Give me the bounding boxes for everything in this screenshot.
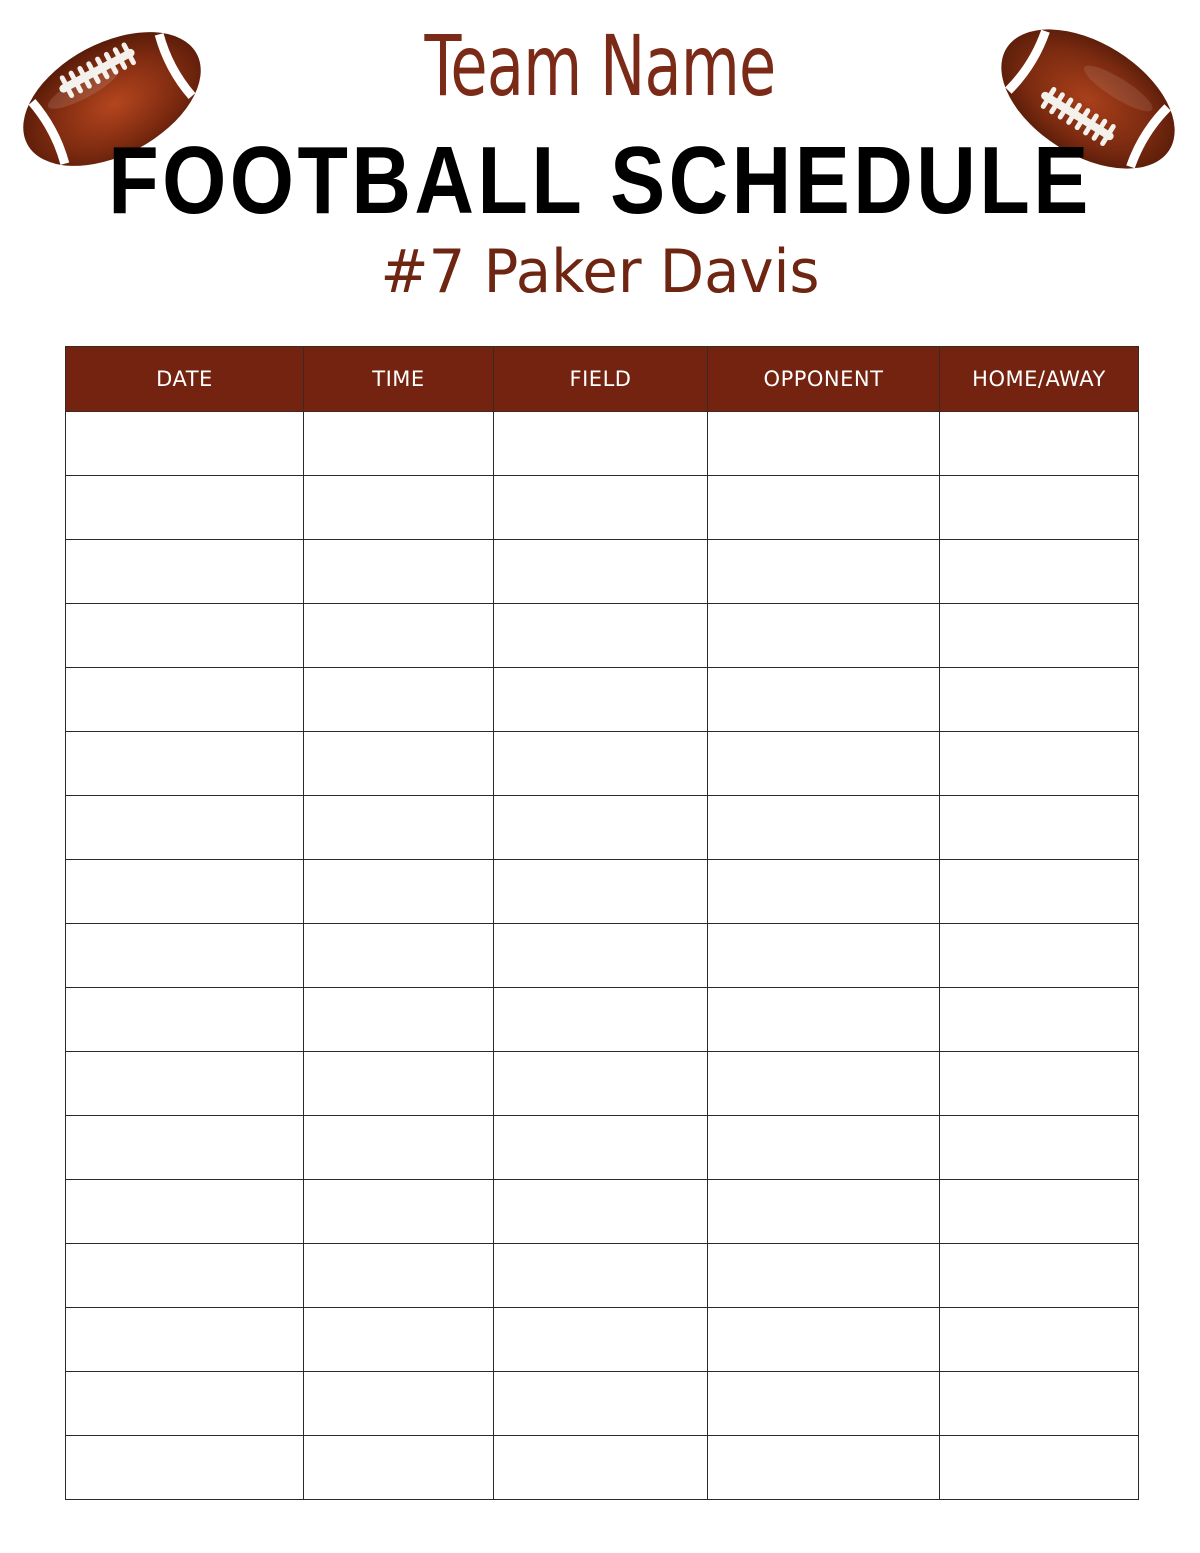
player-name: #7 Paker Davis [380, 237, 820, 307]
cell-time[interactable] [304, 1180, 494, 1244]
table-row [66, 1436, 1139, 1500]
cell-date[interactable] [66, 476, 304, 540]
table-row [66, 860, 1139, 924]
cell-date[interactable] [66, 988, 304, 1052]
cell-time[interactable] [304, 860, 494, 924]
cell-opponent[interactable] [708, 1052, 940, 1116]
cell-date[interactable] [66, 1116, 304, 1180]
table-row [66, 924, 1139, 988]
cell-home-away[interactable] [940, 476, 1139, 540]
cell-home-away[interactable] [940, 988, 1139, 1052]
cell-date[interactable] [66, 540, 304, 604]
cell-home-away[interactable] [940, 1244, 1139, 1308]
cell-date[interactable] [66, 732, 304, 796]
table-row [66, 604, 1139, 668]
cell-opponent[interactable] [708, 732, 940, 796]
cell-time[interactable] [304, 1116, 494, 1180]
cell-opponent[interactable] [708, 796, 940, 860]
cell-date[interactable] [66, 1436, 304, 1500]
cell-home-away[interactable] [940, 1052, 1139, 1116]
table-row [66, 1244, 1139, 1308]
cell-field[interactable] [494, 1180, 708, 1244]
column-header-time: TIME [304, 347, 494, 412]
cell-home-away[interactable] [940, 796, 1139, 860]
column-header-opponent: OPPONENT [708, 347, 940, 412]
cell-date[interactable] [66, 604, 304, 668]
schedule-rows [66, 412, 1139, 1500]
cell-field[interactable] [494, 1116, 708, 1180]
cell-date[interactable] [66, 1308, 304, 1372]
cell-time[interactable] [304, 540, 494, 604]
table-row [66, 732, 1139, 796]
column-header-date: DATE [66, 347, 304, 412]
cell-opponent[interactable] [708, 1436, 940, 1500]
cell-time[interactable] [304, 988, 494, 1052]
cell-field[interactable] [494, 476, 708, 540]
cell-home-away[interactable] [940, 540, 1139, 604]
cell-field[interactable] [494, 668, 708, 732]
table-row [66, 476, 1139, 540]
cell-home-away[interactable] [940, 1372, 1139, 1436]
cell-field[interactable] [494, 1372, 708, 1436]
column-header-field: FIELD [494, 347, 708, 412]
table-row [66, 1180, 1139, 1244]
cell-field[interactable] [494, 924, 708, 988]
cell-opponent[interactable] [708, 1372, 940, 1436]
cell-opponent[interactable] [708, 412, 940, 476]
cell-home-away[interactable] [940, 412, 1139, 476]
cell-field[interactable] [494, 988, 708, 1052]
cell-opponent[interactable] [708, 476, 940, 540]
cell-field[interactable] [494, 1436, 708, 1500]
cell-field[interactable] [494, 860, 708, 924]
cell-date[interactable] [66, 1052, 304, 1116]
schedule-table [65, 346, 1139, 1500]
cell-home-away[interactable] [940, 1116, 1139, 1180]
cell-field[interactable] [494, 732, 708, 796]
cell-field[interactable] [494, 540, 708, 604]
cell-opponent[interactable] [708, 540, 940, 604]
cell-time[interactable] [304, 796, 494, 860]
cell-date[interactable] [66, 796, 304, 860]
cell-home-away[interactable] [940, 1436, 1139, 1500]
cell-time[interactable] [304, 924, 494, 988]
cell-home-away[interactable] [940, 924, 1139, 988]
cell-home-away[interactable] [940, 1308, 1139, 1372]
cell-date[interactable] [66, 860, 304, 924]
cell-opponent[interactable] [708, 860, 940, 924]
table-row [66, 1116, 1139, 1180]
cell-home-away[interactable] [940, 732, 1139, 796]
cell-home-away[interactable] [940, 604, 1139, 668]
table-row [66, 988, 1139, 1052]
cell-field[interactable] [494, 412, 708, 476]
cell-opponent[interactable] [708, 604, 940, 668]
table-row [66, 1372, 1139, 1436]
cell-time[interactable] [304, 476, 494, 540]
cell-home-away[interactable] [940, 860, 1139, 924]
column-header-home-away: HOME/AWAY [940, 347, 1139, 412]
team-name: Team Name [424, 17, 776, 115]
page-title: FOOTBALL SCHEDULE [108, 127, 1092, 234]
cell-time[interactable] [304, 604, 494, 668]
cell-date[interactable] [66, 1244, 304, 1308]
cell-opponent[interactable] [708, 1244, 940, 1308]
cell-home-away[interactable] [940, 1180, 1139, 1244]
cell-field[interactable] [494, 1244, 708, 1308]
cell-time[interactable] [304, 668, 494, 732]
cell-field[interactable] [494, 796, 708, 860]
cell-time[interactable] [304, 412, 494, 476]
table-row [66, 412, 1139, 476]
cell-opponent[interactable] [708, 924, 940, 988]
cell-opponent[interactable] [708, 1116, 940, 1180]
table-row [66, 668, 1139, 732]
cell-time[interactable] [304, 1052, 494, 1116]
cell-time[interactable] [304, 1308, 494, 1372]
cell-field[interactable] [494, 1308, 708, 1372]
cell-date[interactable] [66, 412, 304, 476]
table-row [66, 1308, 1139, 1372]
cell-date[interactable] [66, 1372, 304, 1436]
table-row [66, 796, 1139, 860]
cell-time[interactable] [304, 1436, 494, 1500]
cell-time[interactable] [304, 732, 494, 796]
cell-opponent[interactable] [708, 668, 940, 732]
schedule-header [0, 0, 1200, 330]
cell-date[interactable] [66, 668, 304, 732]
cell-time[interactable] [304, 1244, 494, 1308]
table-header-row [66, 347, 1139, 412]
cell-opponent[interactable] [708, 1180, 940, 1244]
cell-time[interactable] [304, 1372, 494, 1436]
cell-date[interactable] [66, 1180, 304, 1244]
cell-field[interactable] [494, 604, 708, 668]
cell-home-away[interactable] [940, 668, 1139, 732]
cell-date[interactable] [66, 924, 304, 988]
table-row [66, 1052, 1139, 1116]
cell-field[interactable] [494, 1052, 708, 1116]
cell-opponent[interactable] [708, 1308, 940, 1372]
table-row [66, 540, 1139, 604]
cell-opponent[interactable] [708, 988, 940, 1052]
